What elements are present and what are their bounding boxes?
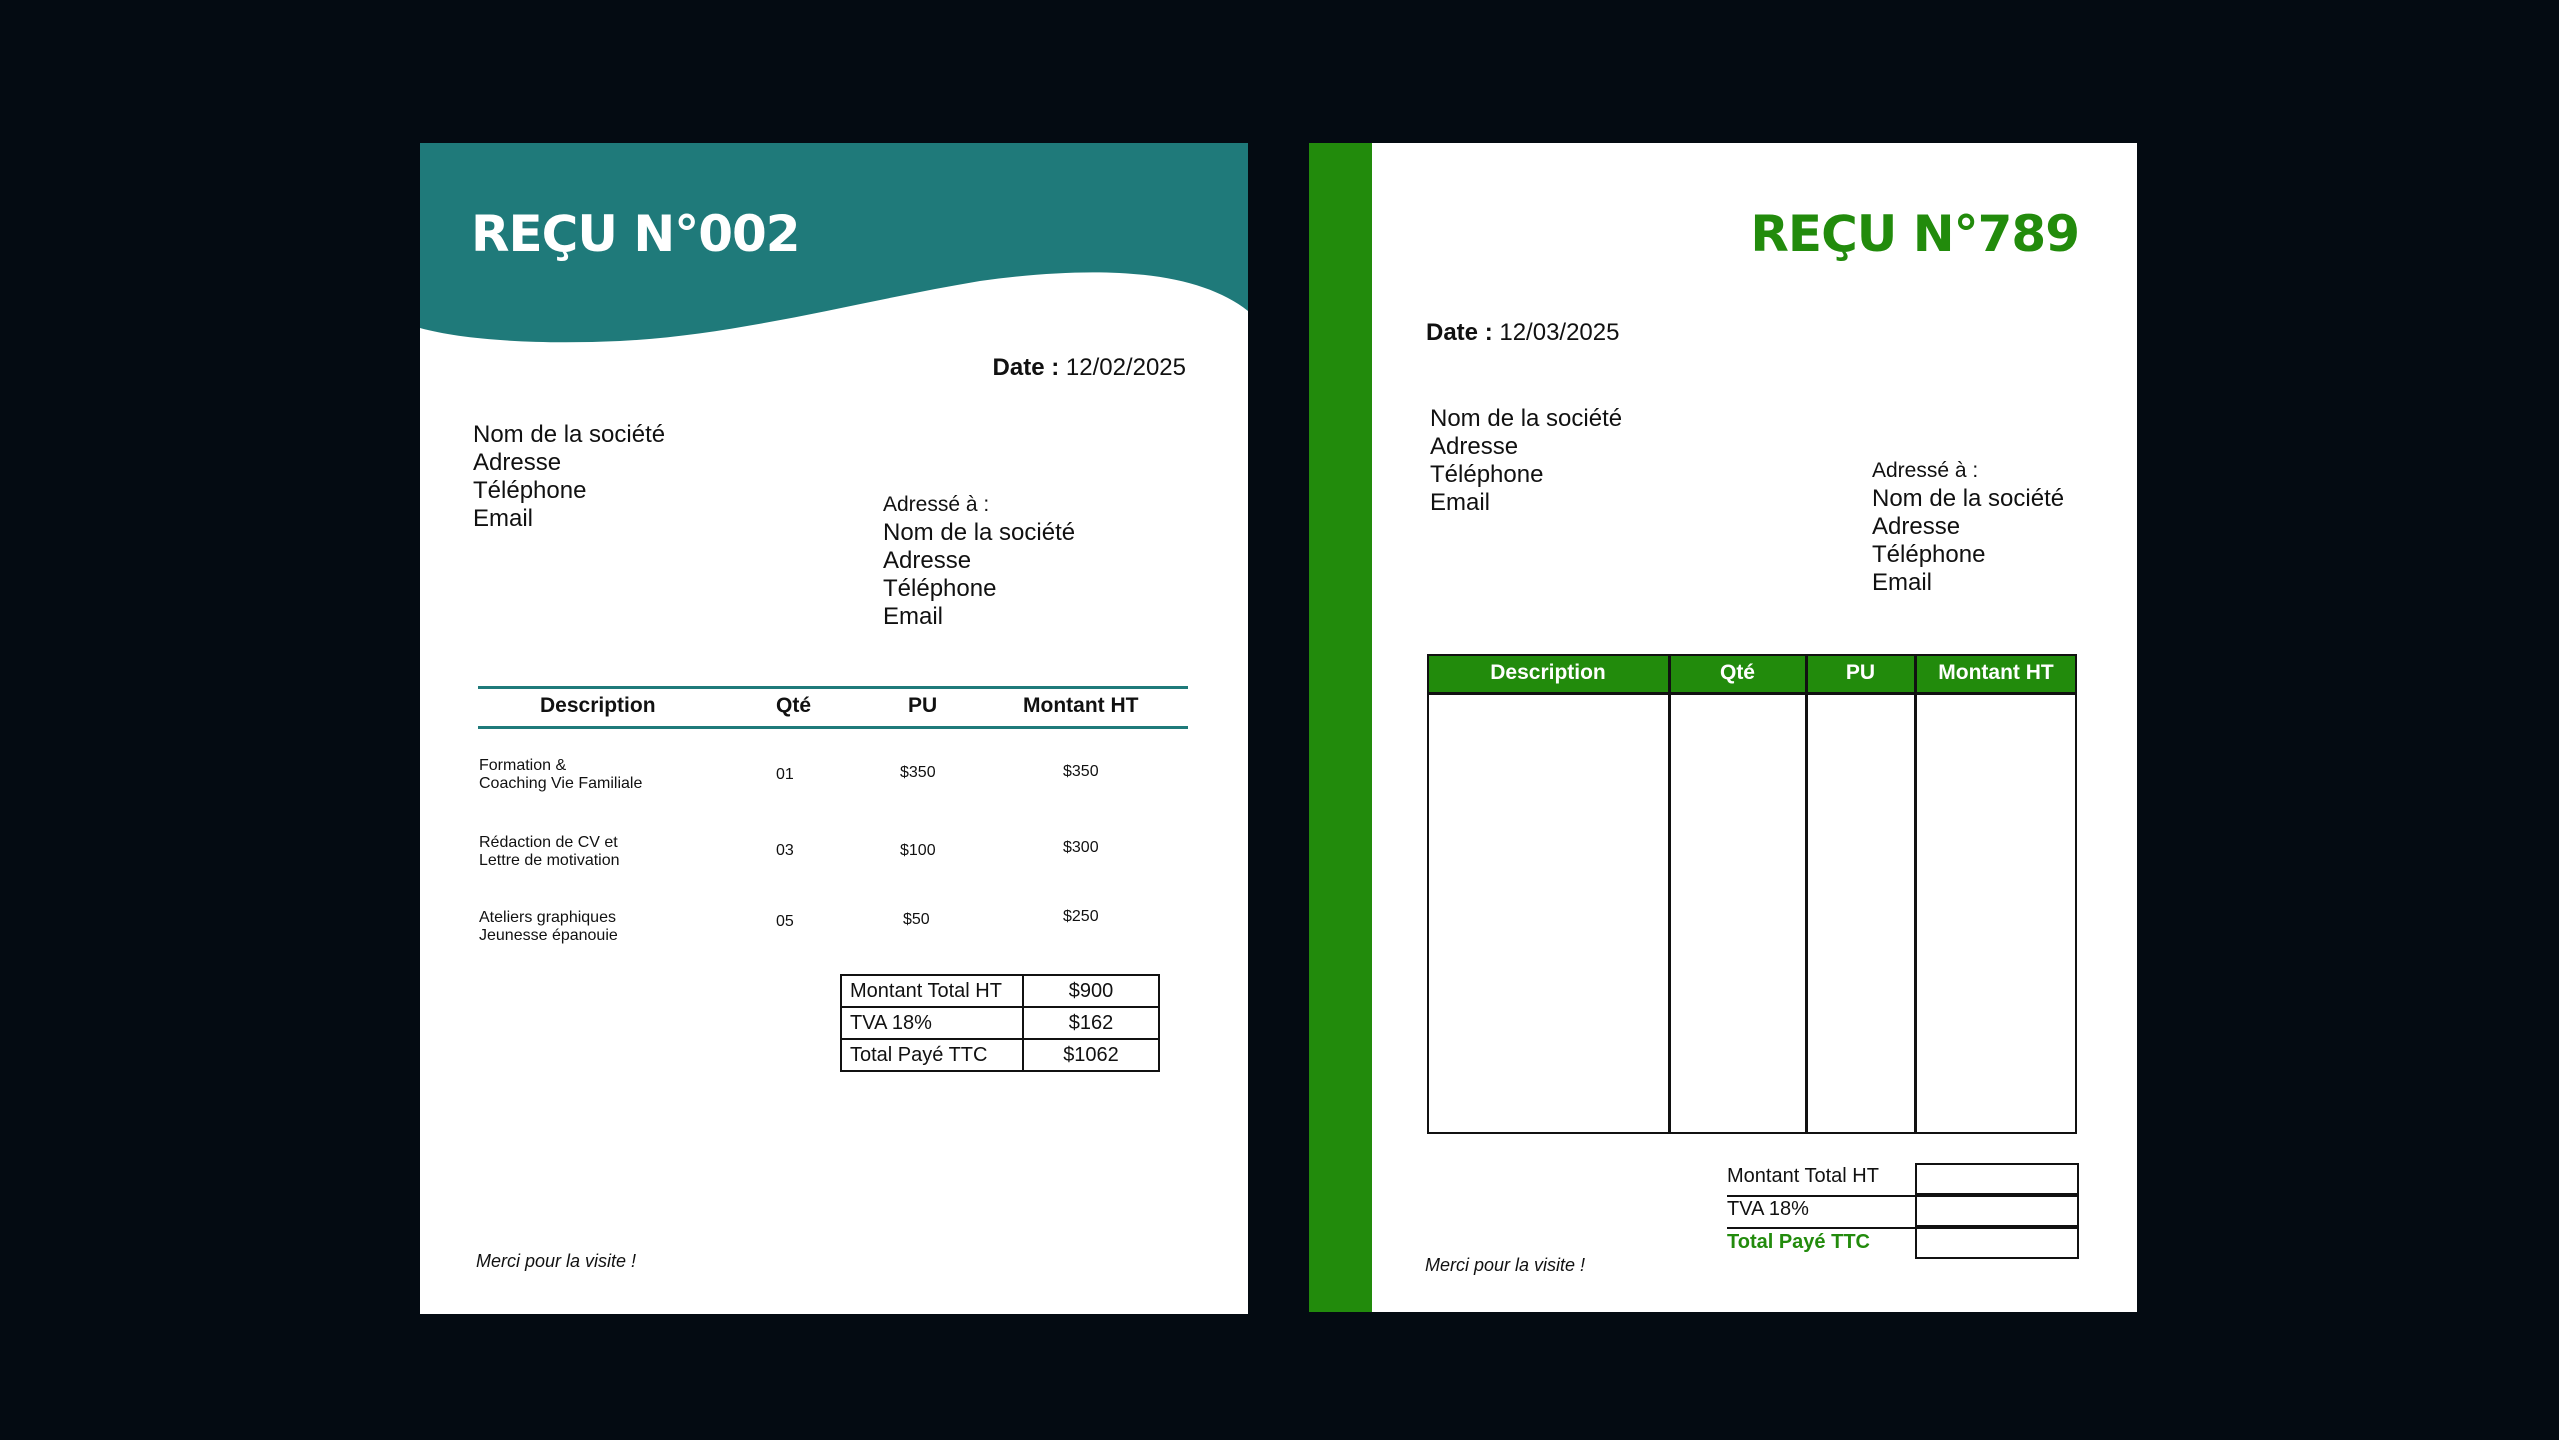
col-qty: Qté (776, 694, 812, 717)
recipient-block (1872, 457, 2064, 597)
recipient-company: Nom de la société (1872, 485, 2065, 512)
thanks-note: Merci pour la visite ! (476, 1251, 637, 1271)
item-amount: $250 (1063, 908, 1099, 925)
header-rule-bottom (478, 726, 1188, 729)
totals-row (841, 975, 1159, 1007)
item-qty: 05 (776, 913, 794, 930)
sender-address: Adresse (1430, 433, 1519, 460)
item-description-2: Coaching Vie Familiale (479, 775, 643, 792)
total-ht-cell (1915, 1163, 2079, 1195)
recipient-address: Adresse (1872, 513, 1961, 540)
header-rule-top (478, 686, 1188, 689)
tva-label: TVA 18% (1727, 1198, 1809, 1220)
date-value: 12/03/2025 (1499, 319, 1620, 346)
item-description: Formation & (479, 757, 567, 774)
recipient-phone: Téléphone (883, 575, 997, 602)
recipient-address: Adresse (883, 547, 972, 574)
recipient-email: Email (883, 603, 944, 630)
addressed-label: Adressé à : (1872, 459, 1979, 482)
col-amount: Montant HT (1915, 654, 2077, 692)
side-stripe (1309, 143, 1372, 1312)
total-ht-value: $900 (1023, 975, 1159, 1007)
col-pu: PU (908, 694, 938, 717)
sender-phone: Téléphone (473, 477, 587, 504)
total-ht-label: Montant Total HT (1727, 1165, 1879, 1187)
sender-address: Adresse (473, 449, 562, 476)
col-description: Description (1427, 654, 1669, 692)
item-amount: $350 (1063, 763, 1099, 780)
table-row (479, 909, 618, 945)
header-divider (1427, 692, 2077, 695)
date-line (993, 354, 1186, 382)
item-qty: 03 (776, 842, 794, 859)
item-pu: $100 (900, 842, 936, 859)
recipient-phone: Téléphone (1872, 541, 1986, 568)
sender-block (1430, 405, 1622, 517)
sender-block (473, 421, 665, 533)
thanks-note: Merci pour la visite ! (1425, 1255, 1586, 1275)
item-description-2: Jeunesse épanouie (479, 927, 618, 944)
addressed-label: Adressé à : (883, 493, 990, 516)
item-description: Ateliers graphiques (479, 909, 616, 926)
table-row (479, 834, 620, 870)
tva-cell (1915, 1195, 2079, 1227)
sender-email: Email (473, 505, 534, 532)
total-ttc-value: $1062 (1023, 1039, 1159, 1071)
item-amount: $300 (1063, 839, 1099, 856)
receipt-teal (420, 143, 1248, 1314)
recipient-block (883, 491, 1075, 631)
totals-rule (1727, 1195, 1915, 1197)
date-label: Date : (1426, 319, 1493, 346)
col-divider (1914, 654, 1917, 1134)
item-pu: $350 (900, 764, 936, 781)
total-ht-label: Montant Total HT (841, 975, 1023, 1007)
tva-label: TVA 18% (841, 1007, 1023, 1039)
total-ttc-cell (1915, 1227, 2079, 1259)
col-divider (1805, 654, 1808, 1134)
col-description: Description (540, 694, 656, 717)
col-qty: Qté (1669, 654, 1806, 692)
total-ttc-label: Total Payé TTC (1727, 1231, 1870, 1253)
item-pu: $50 (903, 911, 930, 928)
item-description: Rédaction de CV et (479, 834, 618, 851)
totals-table (840, 974, 1160, 1072)
totals-row (841, 1007, 1159, 1039)
sender-company: Nom de la société (473, 421, 666, 448)
tva-value: $162 (1023, 1007, 1159, 1039)
date-line (1426, 319, 1619, 347)
date-label: Date : (992, 354, 1060, 381)
receipt-green (1309, 143, 2137, 1312)
col-pu: PU (1806, 654, 1915, 692)
item-qty: 01 (776, 766, 794, 783)
sender-phone: Téléphone (1430, 461, 1544, 488)
totals-row (841, 1039, 1159, 1071)
col-divider (1668, 654, 1671, 1134)
sender-company: Nom de la société (1430, 405, 1623, 432)
recipient-company: Nom de la société (883, 519, 1076, 546)
table-row (479, 757, 642, 793)
totals-rule (1727, 1227, 1915, 1229)
items-table-frame (1427, 654, 2077, 1134)
sender-email: Email (1430, 489, 1491, 516)
recipient-email: Email (1872, 569, 1933, 596)
date-value: 12/02/2025 (1065, 354, 1186, 381)
item-description-2: Lettre de motivation (479, 852, 620, 869)
col-amount: Montant HT (1023, 694, 1139, 717)
receipt-title: REÇU N°002 (471, 205, 800, 263)
receipt-title: REÇU N°789 (1750, 205, 2079, 263)
total-ttc-label: Total Payé TTC (841, 1039, 1023, 1071)
